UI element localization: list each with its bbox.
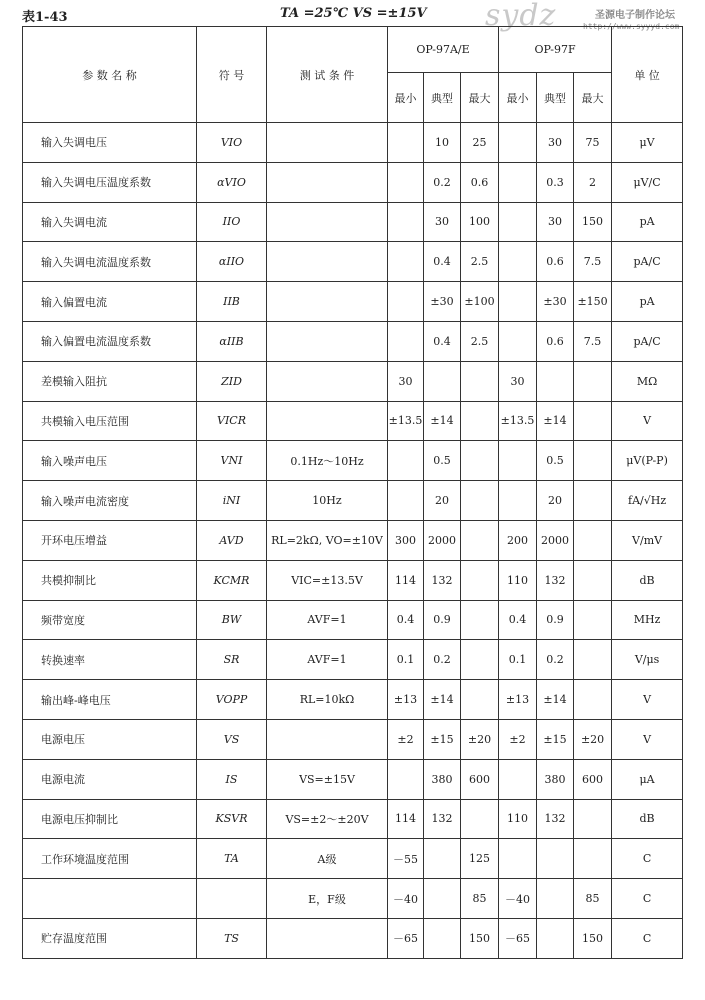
cell-a-min bbox=[388, 481, 424, 521]
cell-symbol: VS bbox=[197, 719, 267, 759]
cell-symbol: BW bbox=[197, 600, 267, 640]
cell-symbol: IIB bbox=[197, 282, 267, 322]
table-row bbox=[23, 282, 683, 322]
table-row bbox=[23, 123, 683, 163]
table-body bbox=[23, 123, 683, 959]
cell-unit: dB bbox=[612, 560, 683, 600]
cell-f-typ: 30 bbox=[537, 202, 574, 242]
cell-symbol: iNI bbox=[197, 481, 267, 521]
cell-a-typ bbox=[424, 839, 461, 879]
cell-a-max: 2.5 bbox=[461, 242, 499, 282]
cell-unit: μV(P-P) bbox=[612, 441, 683, 481]
cell-symbol: SR bbox=[197, 640, 267, 680]
cell-param-name: 输入偏置电流 bbox=[23, 282, 197, 322]
watermark-site-name: 圣源电子制作论坛 bbox=[595, 10, 675, 21]
cell-unit: V bbox=[612, 401, 683, 441]
cell-f-typ bbox=[537, 918, 574, 958]
cell-a-typ: 132 bbox=[424, 560, 461, 600]
cell-symbol: VIO bbox=[197, 123, 267, 163]
cell-symbol: TS bbox=[197, 918, 267, 958]
cell-f-min bbox=[499, 162, 537, 202]
cell-f-typ: 132 bbox=[537, 799, 574, 839]
cell-a-max: ±100 bbox=[461, 282, 499, 322]
cell-f-typ bbox=[537, 839, 574, 879]
table-row bbox=[23, 520, 683, 560]
cell-symbol: VOPP bbox=[197, 680, 267, 720]
cell-test-condition: AVF=1 bbox=[267, 600, 388, 640]
header-symbol: 符 号 bbox=[197, 27, 267, 123]
cell-unit: MΩ bbox=[612, 361, 683, 401]
cell-test-condition bbox=[267, 282, 388, 322]
cell-f-min bbox=[499, 839, 537, 879]
cell-f-max: 150 bbox=[574, 918, 612, 958]
cell-unit: dB bbox=[612, 799, 683, 839]
cell-test-condition bbox=[267, 162, 388, 202]
cell-test-condition: 0.1Hz～10Hz bbox=[267, 441, 388, 481]
table-row bbox=[23, 481, 683, 521]
cell-a-min: ±13.5 bbox=[388, 401, 424, 441]
table-row bbox=[23, 321, 683, 361]
cell-a-min: ±2 bbox=[388, 719, 424, 759]
cell-f-max bbox=[574, 600, 612, 640]
cell-f-max bbox=[574, 441, 612, 481]
cell-unit: pA bbox=[612, 202, 683, 242]
cell-a-typ: ±14 bbox=[424, 680, 461, 720]
cell-a-typ: ±15 bbox=[424, 719, 461, 759]
cell-test-condition bbox=[267, 123, 388, 163]
cell-a-max bbox=[461, 680, 499, 720]
cell-a-max bbox=[461, 520, 499, 560]
cell-f-min: ±13 bbox=[499, 680, 537, 720]
cell-f-typ: ±14 bbox=[537, 401, 574, 441]
table-row bbox=[23, 640, 683, 680]
cell-f-max: 7.5 bbox=[574, 242, 612, 282]
cell-a-typ: 0.9 bbox=[424, 600, 461, 640]
cell-unit: pA bbox=[612, 282, 683, 322]
cell-f-min: 110 bbox=[499, 799, 537, 839]
cell-unit: V/μs bbox=[612, 640, 683, 680]
cell-a-typ bbox=[424, 361, 461, 401]
cell-f-max: 7.5 bbox=[574, 321, 612, 361]
cell-f-max: 85 bbox=[574, 879, 612, 919]
cell-symbol: VNI bbox=[197, 441, 267, 481]
cell-f-max bbox=[574, 680, 612, 720]
cell-unit: fA/√Hz bbox=[612, 481, 683, 521]
cell-a-typ: 2000 bbox=[424, 520, 461, 560]
cell-a-max bbox=[461, 640, 499, 680]
cell-a-max bbox=[461, 401, 499, 441]
cell-symbol: IS bbox=[197, 759, 267, 799]
cell-f-min: 0.1 bbox=[499, 640, 537, 680]
cell-test-condition bbox=[267, 361, 388, 401]
cell-unit: pA/C bbox=[612, 242, 683, 282]
table-row bbox=[23, 242, 683, 282]
cell-unit: C bbox=[612, 839, 683, 879]
cell-param-name: 共模抑制比 bbox=[23, 560, 197, 600]
cell-f-typ: 0.6 bbox=[537, 242, 574, 282]
cell-a-typ: 132 bbox=[424, 799, 461, 839]
cell-a-max: 2.5 bbox=[461, 321, 499, 361]
cell-f-typ: 2000 bbox=[537, 520, 574, 560]
cell-test-condition: RL=10kΩ bbox=[267, 680, 388, 720]
table-row bbox=[23, 202, 683, 242]
cell-param-name: 输入失调电流 bbox=[23, 202, 197, 242]
cell-f-max bbox=[574, 401, 612, 441]
cell-param-name bbox=[23, 879, 197, 919]
cell-f-max bbox=[574, 361, 612, 401]
cell-f-typ: ±14 bbox=[537, 680, 574, 720]
cell-f-max: 75 bbox=[574, 123, 612, 163]
cell-a-typ bbox=[424, 879, 461, 919]
cell-symbol: AVD bbox=[197, 520, 267, 560]
header-a-typ: 典型 bbox=[424, 73, 461, 123]
cell-f-typ: 380 bbox=[537, 759, 574, 799]
cell-unit: C bbox=[612, 879, 683, 919]
cell-f-max bbox=[574, 799, 612, 839]
table-row bbox=[23, 839, 683, 879]
cell-a-typ: 0.2 bbox=[424, 640, 461, 680]
cell-f-max: 2 bbox=[574, 162, 612, 202]
cell-a-min: －65 bbox=[388, 918, 424, 958]
cell-f-typ: 0.9 bbox=[537, 600, 574, 640]
cell-unit: MHz bbox=[612, 600, 683, 640]
cell-symbol: KCMR bbox=[197, 560, 267, 600]
cell-test-condition: A级 bbox=[267, 839, 388, 879]
cell-f-max bbox=[574, 640, 612, 680]
cell-test-condition bbox=[267, 918, 388, 958]
cell-f-max: ±150 bbox=[574, 282, 612, 322]
table-row bbox=[23, 719, 683, 759]
cell-f-typ: 30 bbox=[537, 123, 574, 163]
cell-symbol: IIO bbox=[197, 202, 267, 242]
cell-symbol: KSVR bbox=[197, 799, 267, 839]
cell-f-min: 110 bbox=[499, 560, 537, 600]
cell-a-typ: 380 bbox=[424, 759, 461, 799]
cell-f-min bbox=[499, 441, 537, 481]
cell-f-typ bbox=[537, 879, 574, 919]
cell-f-min bbox=[499, 202, 537, 242]
cell-param-name: 贮存温度范围 bbox=[23, 918, 197, 958]
watermark-logo: sydz bbox=[485, 0, 557, 33]
cell-unit: V bbox=[612, 719, 683, 759]
table-number: 表1-43 bbox=[22, 10, 68, 25]
cell-f-min bbox=[499, 242, 537, 282]
cell-symbol: TA bbox=[197, 839, 267, 879]
cell-a-max bbox=[461, 560, 499, 600]
cell-a-typ: 0.5 bbox=[424, 441, 461, 481]
header-group-f: OP-97F bbox=[499, 27, 612, 73]
cell-a-typ: 0.2 bbox=[424, 162, 461, 202]
table-row bbox=[23, 600, 683, 640]
cell-a-max: 150 bbox=[461, 918, 499, 958]
cell-test-condition bbox=[267, 242, 388, 282]
cell-f-typ: 0.5 bbox=[537, 441, 574, 481]
cell-symbol bbox=[197, 879, 267, 919]
cell-a-min: 0.1 bbox=[388, 640, 424, 680]
cell-a-typ: ±14 bbox=[424, 401, 461, 441]
cell-f-min: －65 bbox=[499, 918, 537, 958]
cell-unit: pA/C bbox=[612, 321, 683, 361]
cell-param-name: 差模输入阻抗 bbox=[23, 361, 197, 401]
cell-f-max bbox=[574, 839, 612, 879]
cell-param-name: 电源电压抑制比 bbox=[23, 799, 197, 839]
cell-param-name: 电源电流 bbox=[23, 759, 197, 799]
cell-a-min bbox=[388, 441, 424, 481]
test-conditions: TA =25℃ VS =±15V bbox=[280, 6, 427, 21]
cell-unit: μV bbox=[612, 123, 683, 163]
cell-param-name: 电源电压 bbox=[23, 719, 197, 759]
cell-a-min: －40 bbox=[388, 879, 424, 919]
cell-a-typ: ±30 bbox=[424, 282, 461, 322]
cell-test-condition bbox=[267, 719, 388, 759]
cell-a-max: 85 bbox=[461, 879, 499, 919]
cell-f-max bbox=[574, 520, 612, 560]
cell-test-condition: VIC=±13.5V bbox=[267, 560, 388, 600]
cell-a-typ: 0.4 bbox=[424, 321, 461, 361]
cell-test-condition bbox=[267, 401, 388, 441]
cell-a-typ: 30 bbox=[424, 202, 461, 242]
cell-param-name: 开环电压增益 bbox=[23, 520, 197, 560]
cell-a-min bbox=[388, 321, 424, 361]
cell-a-max bbox=[461, 799, 499, 839]
cell-f-typ: 0.6 bbox=[537, 321, 574, 361]
cell-a-max: 0.6 bbox=[461, 162, 499, 202]
cell-a-typ: 0.4 bbox=[424, 242, 461, 282]
cell-param-name: 输入失调电流温度系数 bbox=[23, 242, 197, 282]
cell-symbol: VICR bbox=[197, 401, 267, 441]
cell-f-max: 600 bbox=[574, 759, 612, 799]
table-row bbox=[23, 759, 683, 799]
cell-test-condition: 10Hz bbox=[267, 481, 388, 521]
cell-f-max bbox=[574, 481, 612, 521]
cell-f-min bbox=[499, 759, 537, 799]
table-row bbox=[23, 799, 683, 839]
cell-f-typ bbox=[537, 361, 574, 401]
cell-f-typ: 0.2 bbox=[537, 640, 574, 680]
cell-param-name: 输入失调电压 bbox=[23, 123, 197, 163]
spec-table bbox=[22, 26, 683, 959]
table-row bbox=[23, 918, 683, 958]
cell-test-condition: E，F级 bbox=[267, 879, 388, 919]
cell-a-max bbox=[461, 481, 499, 521]
cell-param-name: 频带宽度 bbox=[23, 600, 197, 640]
cell-param-name: 输入噪声电流密度 bbox=[23, 481, 197, 521]
cell-a-min bbox=[388, 759, 424, 799]
cell-param-name: 转换速率 bbox=[23, 640, 197, 680]
cell-test-condition: VS=±2～±20V bbox=[267, 799, 388, 839]
cell-a-max: 25 bbox=[461, 123, 499, 163]
cell-param-name: 输出峰-峰电压 bbox=[23, 680, 197, 720]
cell-a-min: 0.4 bbox=[388, 600, 424, 640]
cell-f-typ: 20 bbox=[537, 481, 574, 521]
cell-a-typ: 10 bbox=[424, 123, 461, 163]
cell-f-typ: ±15 bbox=[537, 719, 574, 759]
cell-f-max: 150 bbox=[574, 202, 612, 242]
cell-f-min: ±2 bbox=[499, 719, 537, 759]
header-f-min: 最小 bbox=[499, 73, 537, 123]
table-row bbox=[23, 162, 683, 202]
cell-test-condition: RL=2kΩ, VO=±10V bbox=[267, 520, 388, 560]
cell-a-min bbox=[388, 242, 424, 282]
header-a-max: 最大 bbox=[461, 73, 499, 123]
cell-a-max bbox=[461, 600, 499, 640]
cell-a-max: 600 bbox=[461, 759, 499, 799]
cell-param-name: 输入失调电压温度系数 bbox=[23, 162, 197, 202]
table-row bbox=[23, 879, 683, 919]
cell-f-typ: 0.3 bbox=[537, 162, 574, 202]
cell-unit: C bbox=[612, 918, 683, 958]
cell-a-min bbox=[388, 282, 424, 322]
cell-f-min: 0.4 bbox=[499, 600, 537, 640]
table-row bbox=[23, 441, 683, 481]
table-row bbox=[23, 680, 683, 720]
cell-f-min: 30 bbox=[499, 361, 537, 401]
cell-a-max: 100 bbox=[461, 202, 499, 242]
cell-unit: V/mV bbox=[612, 520, 683, 560]
cell-a-min: 114 bbox=[388, 560, 424, 600]
cell-unit: μV/C bbox=[612, 162, 683, 202]
table-row bbox=[23, 401, 683, 441]
cell-f-min: 200 bbox=[499, 520, 537, 560]
cell-a-max: 125 bbox=[461, 839, 499, 879]
cell-a-max bbox=[461, 361, 499, 401]
cell-f-min: ±13.5 bbox=[499, 401, 537, 441]
header-test: 测 试 条 件 bbox=[267, 27, 388, 123]
cell-test-condition: AVF=1 bbox=[267, 640, 388, 680]
header-param: 参 数 名 称 bbox=[23, 27, 197, 123]
cell-test-condition bbox=[267, 321, 388, 361]
cell-f-min bbox=[499, 282, 537, 322]
header-unit: 单 位 bbox=[612, 27, 683, 123]
cell-param-name: 输入偏置电流温度系数 bbox=[23, 321, 197, 361]
cell-a-typ bbox=[424, 918, 461, 958]
cell-unit: V bbox=[612, 680, 683, 720]
cell-a-min bbox=[388, 123, 424, 163]
watermark-url: http://www.syyyd.com bbox=[583, 22, 680, 31]
cell-unit: μA bbox=[612, 759, 683, 799]
cell-a-max bbox=[461, 441, 499, 481]
cell-test-condition bbox=[267, 202, 388, 242]
cell-symbol: αIIB bbox=[197, 321, 267, 361]
cell-a-min bbox=[388, 162, 424, 202]
cell-f-max: ±20 bbox=[574, 719, 612, 759]
cell-a-min: 300 bbox=[388, 520, 424, 560]
cell-a-min: 114 bbox=[388, 799, 424, 839]
cell-f-min bbox=[499, 123, 537, 163]
cell-f-min bbox=[499, 481, 537, 521]
table-row bbox=[23, 560, 683, 600]
header-a-min: 最小 bbox=[388, 73, 424, 123]
cell-f-typ: ±30 bbox=[537, 282, 574, 322]
cell-f-typ: 132 bbox=[537, 560, 574, 600]
cell-a-min: ±13 bbox=[388, 680, 424, 720]
cell-test-condition: VS=±15V bbox=[267, 759, 388, 799]
cell-a-min: 30 bbox=[388, 361, 424, 401]
cell-f-max bbox=[574, 560, 612, 600]
table-row bbox=[23, 361, 683, 401]
cell-a-max: ±20 bbox=[461, 719, 499, 759]
cell-param-name: 共模输入电压范围 bbox=[23, 401, 197, 441]
cell-f-min: －40 bbox=[499, 879, 537, 919]
cell-symbol: αIIO bbox=[197, 242, 267, 282]
cell-symbol: αVIO bbox=[197, 162, 267, 202]
header-f-max: 最大 bbox=[574, 73, 612, 123]
cell-a-typ: 20 bbox=[424, 481, 461, 521]
cell-param-name: 输入噪声电压 bbox=[23, 441, 197, 481]
cell-a-min bbox=[388, 202, 424, 242]
header-group-a: OP-97A/E bbox=[388, 27, 499, 73]
header-f-typ: 典型 bbox=[537, 73, 574, 123]
cell-f-min bbox=[499, 321, 537, 361]
cell-a-min: －55 bbox=[388, 839, 424, 879]
cell-symbol: ZID bbox=[197, 361, 267, 401]
cell-param-name: 工作环境温度范围 bbox=[23, 839, 197, 879]
